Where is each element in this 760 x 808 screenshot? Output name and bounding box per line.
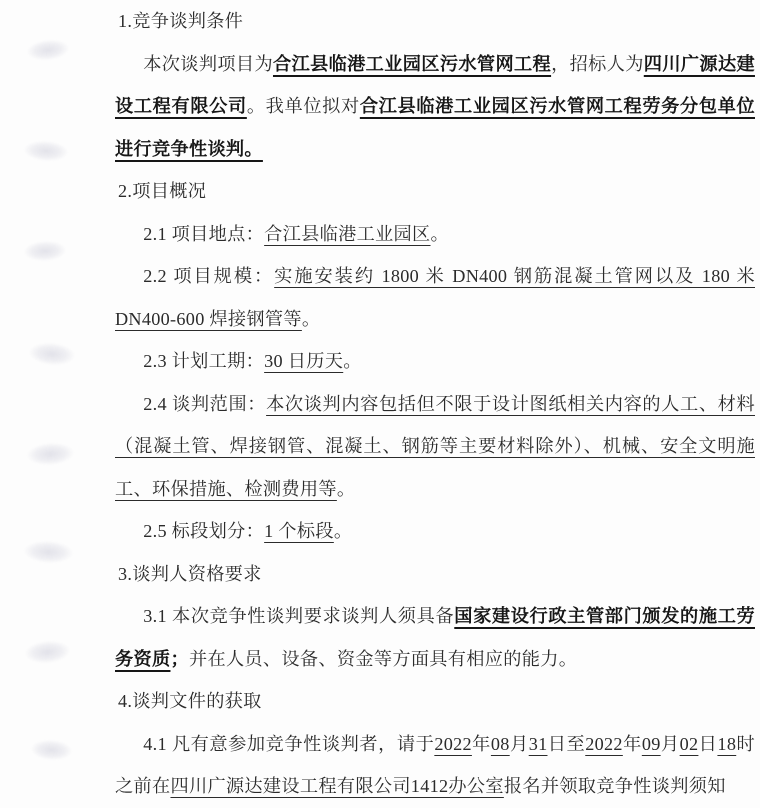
text-run: 本次谈判项目为 — [143, 53, 273, 74]
field-value-underlined: 合江县临港工业园区 — [264, 223, 431, 244]
field-label: 2.5 标段划分： — [143, 521, 265, 541]
paragraph-project-scale — [115, 255, 755, 340]
text-run: 。 — [333, 521, 353, 541]
text-run: ，招标人为 — [551, 53, 644, 74]
section-qualification-requirements — [115, 553, 755, 681]
document-body — [115, 0, 755, 808]
scan-smudge — [26, 441, 74, 466]
field-value-underlined: 30 日历天 — [264, 351, 344, 371]
time-hour-underlined: 18 — [717, 733, 737, 754]
text-run: 4.1 凡有意参加竞争性谈判者，请于 — [143, 733, 435, 754]
registration-address-underlined: 四川广源达建设工程有限公司1412办公室 — [170, 776, 504, 796]
field-value-underlined: 本次谈判内容包括但不限于设计图纸相关内容的人工、材料（混凝土管、焊接钢管、混凝土、钢筋等主要材料除外）、机械、安全文明施工、环保措施、检测费用等 — [115, 393, 755, 499]
project-name-emphasis: 合江县临港工业园区污水管网工程 — [272, 53, 552, 74]
text-run: 。我单位拟对 — [246, 96, 360, 116]
text-run: 日 — [698, 733, 718, 754]
field-label: 2.4 谈判范围： — [143, 393, 267, 414]
paragraph-registration — [115, 723, 755, 808]
paragraph-project-location — [115, 213, 755, 256]
text-run: 。 — [343, 351, 362, 371]
date-month-underlined: 09 — [641, 733, 661, 754]
field-label: 2.2 项目规模： — [143, 266, 275, 286]
paragraph — [115, 43, 755, 171]
date-year-underlined: 2022 — [585, 733, 623, 754]
section-negotiation-conditions — [115, 0, 755, 170]
scan-smudge — [23, 139, 68, 162]
section-heading: 3.谈判人资格要求 — [118, 563, 262, 584]
text-run: 。 — [430, 223, 450, 244]
text-run: 并在人员、设备、资金等方面具有相应的能力。 — [188, 648, 578, 669]
paragraph-qualification — [115, 595, 755, 680]
text-run: 报名并领取竞争性谈判须知 — [503, 776, 726, 796]
date-year-underlined: 2022 — [434, 733, 472, 754]
section-document-acquisition — [115, 680, 755, 808]
scan-smudge — [24, 240, 67, 262]
field-label: 2.3 计划工期： — [143, 351, 265, 371]
text-run: 时之前在 — [115, 733, 755, 796]
subcontract-scope-emphasis: 合江县临港工业园区污水管网工程劳务分包单位进行竞争性谈判。 — [115, 96, 755, 159]
section-heading: 1.竞争谈判条件 — [118, 11, 244, 31]
text-run: 月 — [509, 733, 529, 754]
text-run: 日至 — [547, 733, 586, 754]
paragraph-planned-duration — [115, 340, 755, 383]
text-run: 。 — [336, 478, 356, 499]
field-value-underlined: 实施安装约 1800 米 DN400 钢筋混凝土管网以及 180 米 DN400-600 焊接钢管等 — [115, 266, 755, 329]
bold-punctuation: ； — [170, 648, 189, 669]
text-run: 。 — [301, 308, 321, 329]
text-run: 月 — [660, 733, 680, 754]
qualification-emphasis: 国家建设行政主管部门颁发的施工劳务资质 — [115, 606, 755, 669]
section-heading: 2.项目概况 — [118, 181, 207, 201]
date-month-underlined: 08 — [490, 733, 510, 754]
text-run: 年 — [622, 733, 642, 754]
paragraph-negotiation-scope — [115, 383, 755, 511]
scan-smudge — [30, 739, 72, 762]
field-value-underlined: 1 个标段 — [264, 521, 334, 541]
text-run: 年 — [471, 733, 491, 754]
scan-smudge — [26, 38, 70, 62]
text-run: 3.1 本次竞争性谈判要求谈判人须具备 — [143, 606, 455, 626]
section-heading: 4.谈判文件的获取 — [118, 691, 262, 711]
scan-smudge — [28, 341, 76, 367]
field-label: 2.1 项目地点： — [143, 223, 265, 244]
section-project-overview — [115, 170, 755, 553]
scan-smudge — [23, 540, 73, 565]
paragraph-bid-sections — [115, 510, 755, 553]
date-day-underlined: 02 — [679, 733, 699, 754]
tenderee-name-emphasis: 四川广源达建设工程有限公司 — [115, 53, 755, 116]
scan-smudge — [24, 639, 71, 665]
date-day-underlined: 31 — [528, 733, 548, 754]
